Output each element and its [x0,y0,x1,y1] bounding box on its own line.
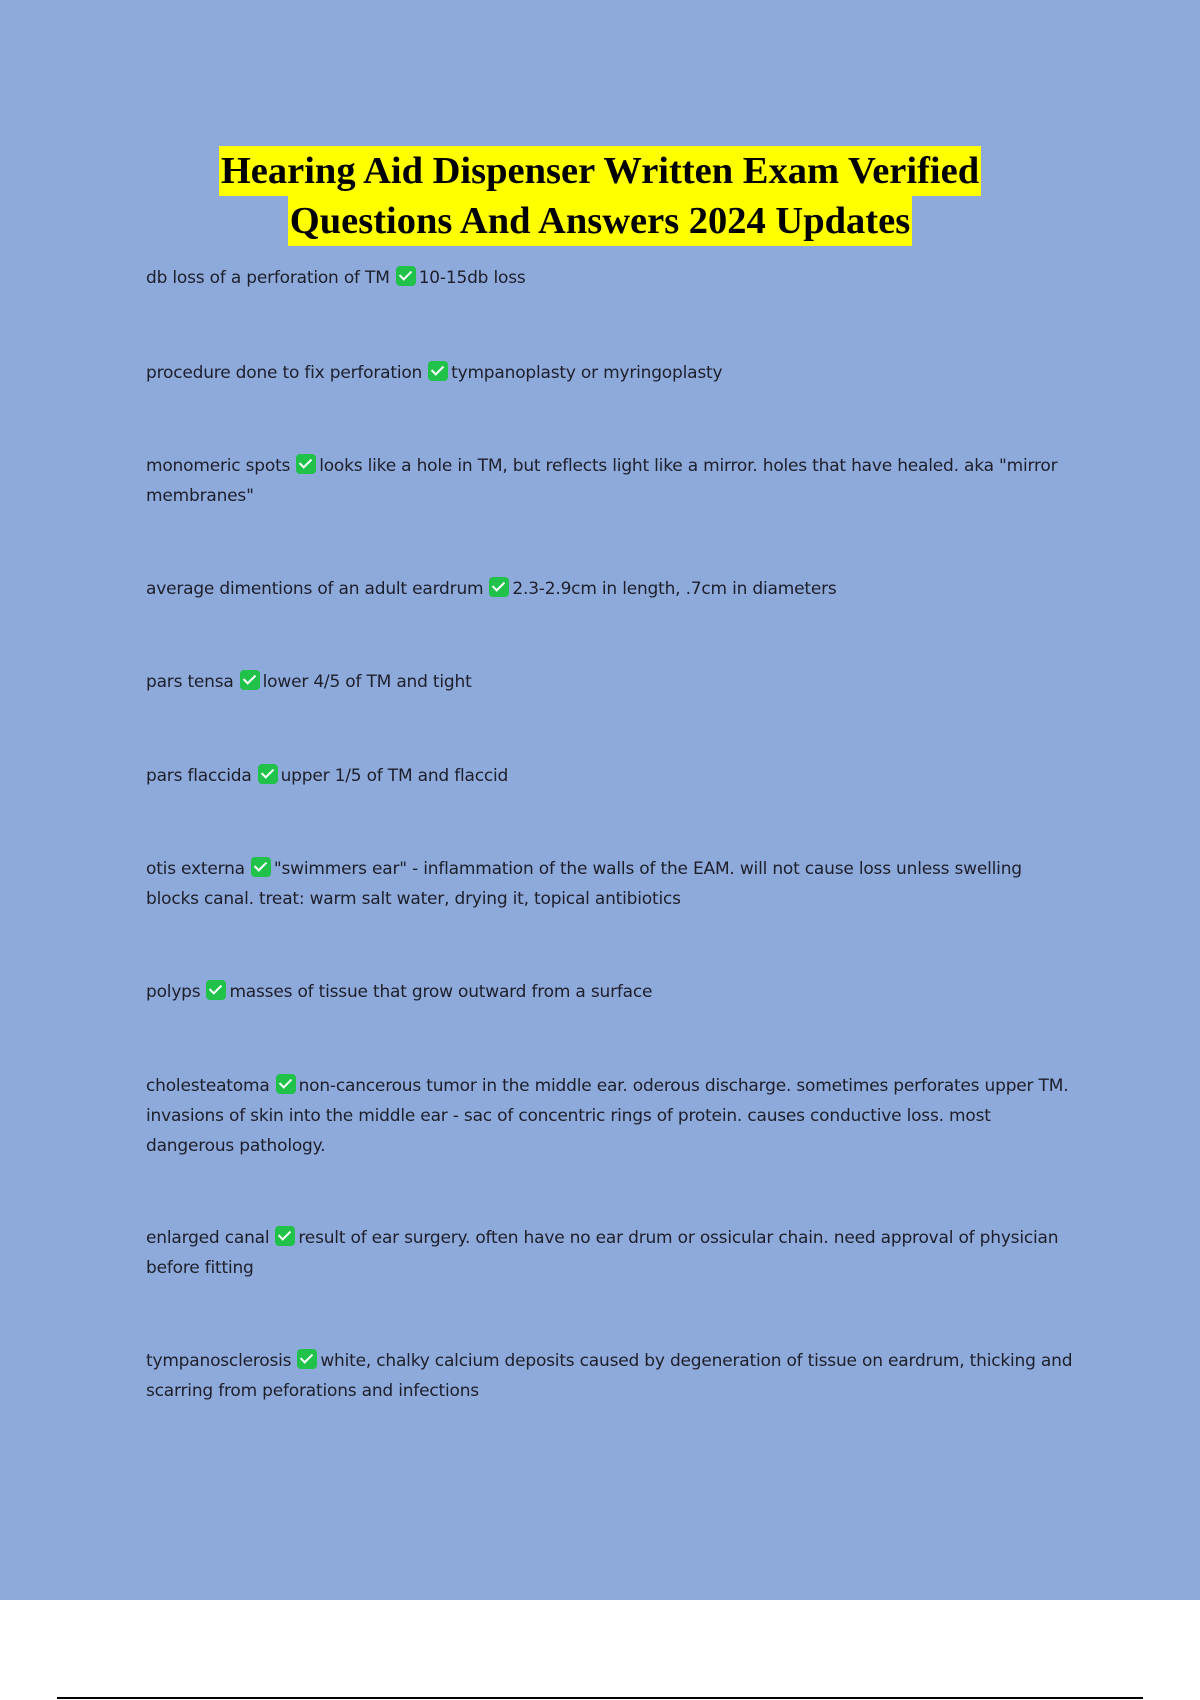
qa-item [146,761,1076,791]
qa-item [146,574,1076,604]
qa-item [146,263,1076,293]
answer-text: masses of tissue that grow outward from a surface [229,982,653,1002]
title-line-1: Hearing Aid Dispenser Written Exam Verified [219,146,981,196]
answer-text: upper 1/5 of TM and flaccid [280,766,509,786]
check-mark-icon [489,577,509,597]
question-text: cholesteatoma [146,1076,270,1096]
qa-item [146,1223,1076,1283]
answer-text: tympanoplasty or myringoplasty [451,363,723,383]
check-mark-icon [296,454,316,474]
answer-text: "swimmers ear" - inflammation of the walls of the EAM. will not cause loss unless swelling blocks canal. treat: warm salt water, drying it, topical antibiotics [146,859,1022,909]
check-mark-icon [275,1226,295,1246]
qa-item [146,451,1076,511]
page-bottom-rule [57,1697,1143,1699]
qa-item [146,1346,1076,1406]
question-text: pars flaccida [146,766,252,786]
answer-text: non-cancerous tumor in the middle ear. oderous discharge. sometimes perforates upper TM. invasions of skin into the middle ear - sac of concentric rings of protein. causes conductive loss. most dangerous pathology. [146,1076,1069,1156]
question-text: otis externa [146,859,245,879]
answer-text: white, chalky calcium deposits caused by degeneration of tissue on eardrum, thicking and scarring from peforations and infections [146,1351,1073,1401]
check-mark-icon [258,764,278,784]
qa-item [146,1071,1076,1161]
question-text: polyps [146,982,201,1002]
question-text: procedure done to fix perforation [146,363,423,383]
answer-text: result of ear surgery. often have no ear drum or ossicular chain. need approval of physician before fitting [146,1228,1059,1278]
qa-item [146,977,1076,1007]
qa-item [146,358,1076,388]
question-text: average dimentions of an adult eardrum [146,579,484,599]
question-text: enlarged canal [146,1228,270,1248]
question-text: monomeric spots [146,456,291,476]
qa-item [146,667,1076,697]
check-mark-icon [206,980,226,1000]
question-text: tympanosclerosis [146,1351,292,1371]
check-mark-icon [297,1349,317,1369]
check-mark-icon [276,1074,296,1094]
question-text: db loss of a perforation of TM [146,268,390,288]
answer-text: looks like a hole in TM, but reflects light like a mirror. holes that have healed. aka "mirror membranes" [146,456,1058,506]
document-title [0,146,1200,246]
check-mark-icon [240,670,260,690]
answer-text: lower 4/5 of TM and tight [262,672,472,692]
check-mark-icon [428,361,448,381]
qa-item [146,854,1076,914]
answer-text: 2.3-2.9cm in length, .7cm in diameters [512,579,837,599]
question-text: pars tensa [146,672,234,692]
check-mark-icon [396,266,416,286]
answer-text: 10-15db loss [418,268,526,288]
title-line-2: Questions And Answers 2024 Updates [288,196,912,246]
check-mark-icon [251,857,271,877]
